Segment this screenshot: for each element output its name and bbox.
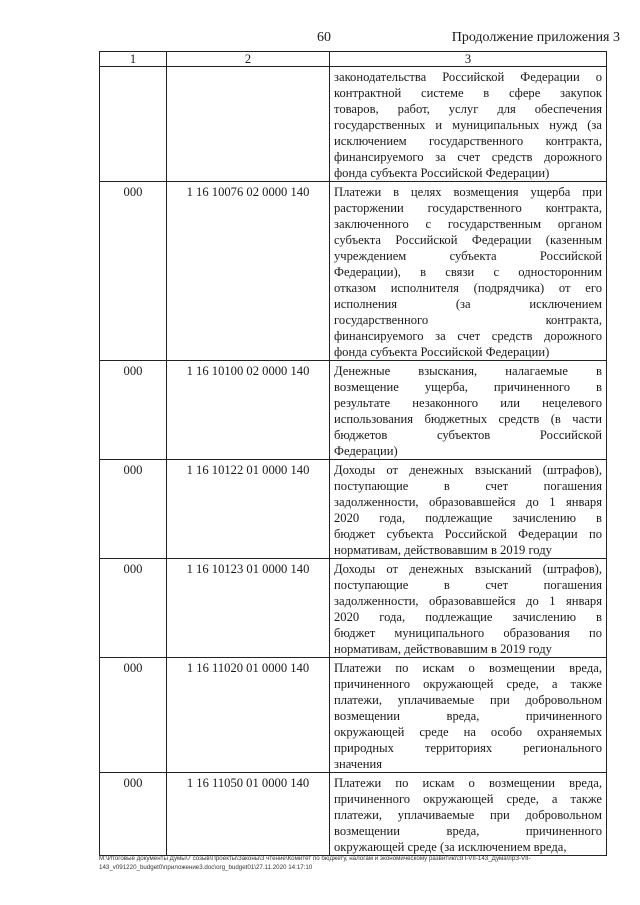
revenue-description [334,182,602,360]
revenue-description-cell [330,658,607,773]
description-line: фонда субъекта Российской Федерации) [334,345,550,359]
table-row [100,658,607,773]
description-line: расторжении государственного контракта, [334,201,602,215]
page-number: 60 [317,30,331,45]
revenue-description [334,361,602,459]
description-line: использования бюджетных средств (в части [334,412,602,426]
admin-code-cell [100,67,167,182]
revenue-description [334,559,602,657]
admin-code-cell [100,773,167,856]
admin-code [100,67,166,69]
column-numbers-row [100,52,607,67]
budget-classification-code-cell [167,460,330,559]
description-line: заключенного с государственным органом [334,217,602,231]
admin-code-cell [100,361,167,460]
description-line: поступающие в счет погашения [334,479,602,493]
description-line: бюджет муниципального образования по [334,626,602,640]
description-line: государственного контракта, [334,313,602,327]
admin-code-cell [100,559,167,658]
description-line: законодательства Российской Федерации о [334,70,602,84]
description-line: контрактной системе в сфере закупок [334,86,602,100]
description-line: поступающие в счет погашения [334,578,602,592]
revenue-description-cell [330,182,607,361]
table-row [100,773,607,856]
description-line: финансируемого за счет средств дорожного [334,329,602,343]
budget-classification-code-cell [167,182,330,361]
description-line: Федерации) [334,444,398,458]
budget-classification-code: 1 16 10123 01 0000 140 [186,562,310,576]
revenue-description [334,460,602,558]
budget-classification-code-cell [167,773,330,856]
budget-classification-code: 1 16 10076 02 0000 140 [186,185,310,199]
admin-code-cell [100,182,167,361]
revenue-description-cell [330,361,607,460]
description-line: отказом исполнителя (подрядчика) от его [334,281,602,295]
description-line: возмещении вреда, причиненного [334,709,602,723]
description-line: бюджет субъекта Российской Федерации по [334,527,602,541]
description-line: платежи, уплачиваемые при добровольном [334,693,602,707]
description-line: субъекта Российской Федерации (казенным [334,233,602,247]
table-row [100,460,607,559]
description-line: окружающей среде (за исключением вреда, [334,840,567,854]
description-line: исполнения (за исключением [334,297,602,311]
description-line: возмещении вреда, причиненного [334,824,602,838]
description-line: исключением государственного контракта, [334,134,602,148]
description-line: Платежи по искам о возмещении вреда, [334,661,602,675]
revenue-description-cell [330,67,607,182]
description-line: Платежи по искам о возмещении вреда, [334,776,602,790]
admin-code-cell [100,658,167,773]
description-line: задолженности, образовавшейся до 1 января [334,495,602,509]
revenue-description-cell [330,773,607,856]
description-line: нормативам, действовавшим в 2019 году [334,642,552,656]
description-line: Доходы от денежных взысканий (штрафов), [334,463,602,477]
revenue-description [334,658,602,772]
budget-classification-code: 1 16 10122 01 0000 140 [186,463,310,477]
description-line: платежи, уплачиваемые при добровольном [334,808,602,822]
description-line: 2020 года, подлежащие зачислению в [334,511,602,525]
description-line: значения [334,757,382,771]
revenue-description-cell [330,460,607,559]
file-path-footer [99,854,619,872]
table-row [100,361,607,460]
admin-code: 000 [123,661,143,675]
admin-code-cell [100,460,167,559]
table-row [100,182,607,361]
admin-code: 000 [123,364,143,378]
description-line: фонда субъекта Российской Федерации) [334,166,550,180]
admin-code: 000 [123,562,143,576]
admin-code: 000 [123,463,143,477]
description-line: Платежи в целях возмещения ущерба при [334,185,602,199]
file-path-line-1: М:\Итоговые документы Думы\7 созыв\Проекты\Законы\3 чтение\Комитет по бюджету, налогам и экономическому развитию\ЗП-VII-143_Дума\прЗ-VII- [99,855,531,862]
description-line: товаров, работ, услуг для обеспечения [334,102,602,116]
description-line: природных территориях регионального [334,741,602,755]
table-row [100,67,607,182]
description-line: окружающей среде на особо охраняемых [334,725,602,739]
budget-classification-code: 1 16 11020 01 0000 140 [186,661,310,675]
revenue-description [334,773,602,855]
description-line: Денежные взыскания, налагаемые в [334,364,602,378]
budget-classification-code-cell [167,559,330,658]
column-number-1: 1 [100,52,167,67]
description-line: задолженности, образовавшейся до 1 января [334,594,602,608]
budget-classification-code-cell [167,361,330,460]
continuation-caption: Продолжение приложения 3 [451,30,620,45]
revenue-codes-table [99,51,607,856]
description-line: государственных и муниципальных нужд (за [334,118,602,132]
budget-classification-code [167,67,329,69]
description-line: Доходы от денежных взысканий (штрафов), [334,562,602,576]
budget-classification-code: 1 16 10100 02 0000 140 [186,364,310,378]
admin-code: 000 [123,185,143,199]
description-line: возмещение ущерба, причиненного в [334,380,602,394]
description-line: финансируемого за счет средств дорожного [334,150,602,164]
revenue-description [334,67,602,181]
table-row [100,559,607,658]
description-line: Федерации), в связи с односторонним [334,265,602,279]
revenue-description-cell [330,559,607,658]
description-line: учреждением субъекта Российской [334,249,602,263]
budget-classification-code-cell [167,67,330,182]
column-number-3: 3 [330,52,607,67]
admin-code: 000 [123,776,143,790]
file-path-line-2: 143_v091220_budget0\приложение3.doc\org_budget01\27.11.2020 14:17:10 [99,864,313,871]
description-line: 2020 года, подлежащие зачислению в [334,610,602,624]
description-line: причиненного окружающей среде, а также [334,792,602,806]
description-line: нормативам, действовавшим в 2019 году [334,543,552,557]
description-line: результате незаконного или нецелевого [334,396,602,410]
budget-classification-code: 1 16 11050 01 0000 140 [186,776,310,790]
description-line: причиненного окружающей среде, а также [334,677,602,691]
column-number-2: 2 [167,52,330,67]
description-line: бюджетов субъектов Российской [334,428,602,442]
budget-classification-code-cell [167,658,330,773]
